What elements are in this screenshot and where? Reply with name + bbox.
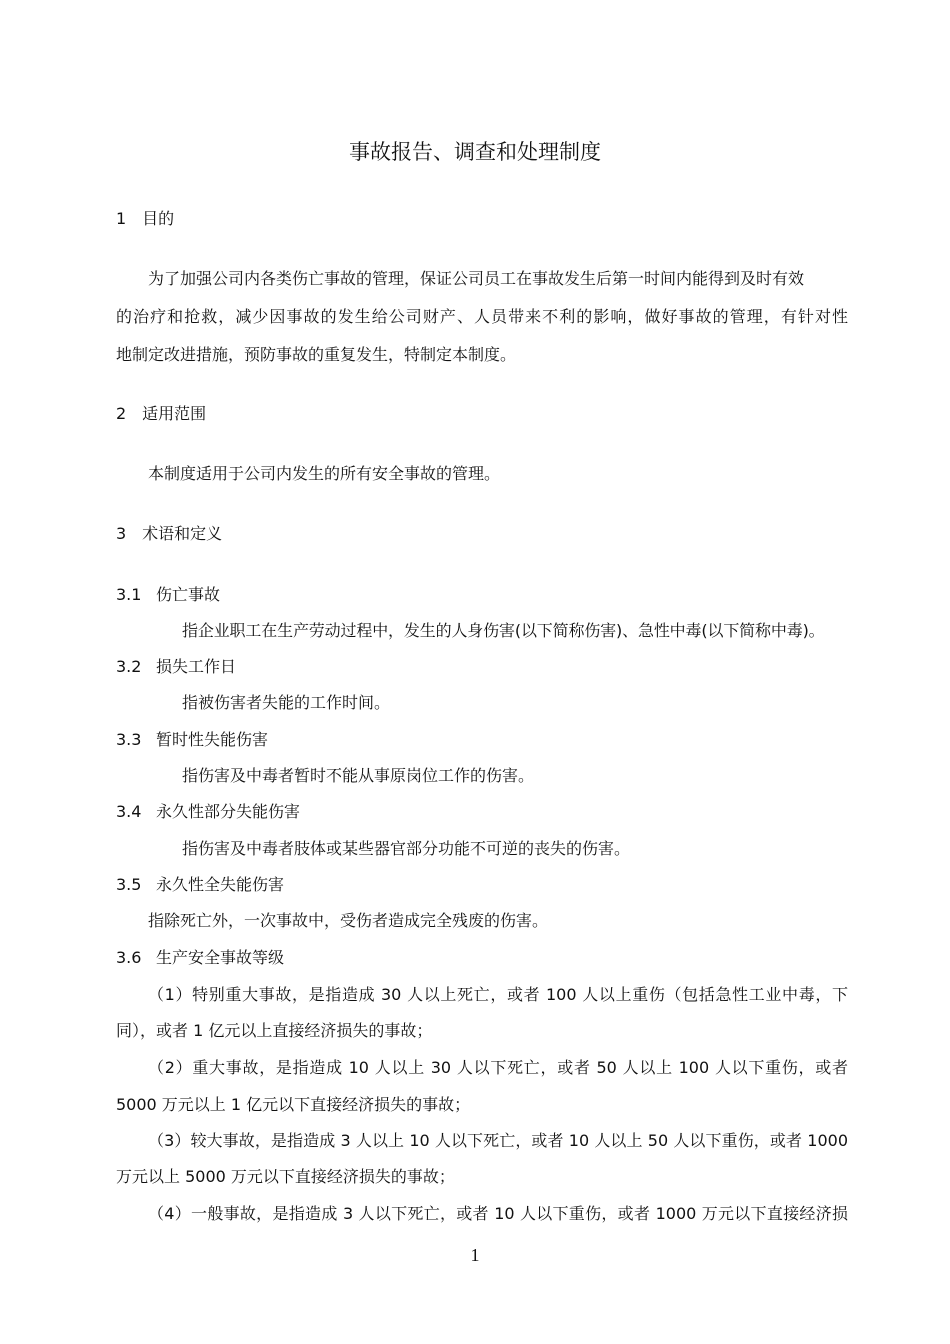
page-number: 1	[470, 1245, 480, 1265]
grade-item-line: （1）特别重大事故，是指造成 30 人以上死亡，或者 100 人以上重伤（包括急性工业中毒，下	[148, 985, 848, 1004]
definition-term: 永久性部分失能伤害	[156, 802, 301, 821]
document-title: 事故报告、调查和处理制度	[349, 140, 601, 164]
paragraph-line: 地制定改进措施，预防事故的重复发生，特制定本制度。	[116, 345, 517, 364]
definition-number: 3.2	[116, 657, 142, 676]
definition-term: 永久性全失能伤害	[156, 875, 285, 894]
definition-number: 3.6	[116, 948, 142, 967]
definition-number: 3.5	[116, 875, 142, 894]
definition-number: 3.4	[116, 802, 142, 821]
definition-text: 指伤害及中毒者暂时不能从事原岗位工作的伤害。	[182, 766, 535, 785]
definition-term: 暂时性失能伤害	[156, 730, 269, 749]
definition-term: 损失工作日	[156, 657, 237, 676]
definition-term: 生产安全事故等级	[156, 948, 285, 967]
definition-text: 指企业职工在生产劳动过程中，发生的人身伤害(以下简称伤害)、急性中毒(以下简称中毒)。	[182, 621, 825, 640]
definition-text: 指被伤害者失能的工作时间。	[182, 693, 391, 712]
grade-item-line: （2）重大事故，是指造成 10 人以上 30 人以下死亡，或者 50 人以上 100 人以下重伤，或者	[148, 1058, 848, 1077]
section-heading: 2 适用范围	[116, 404, 207, 423]
definition-text: 指伤害及中毒者肢体或某些器官部分功能不可逆的丧失的伤害。	[182, 839, 631, 858]
section-heading: 1 目的	[116, 209, 175, 228]
grade-item-line: 万元以上 5000 万元以下直接经济损失的事故；	[116, 1167, 455, 1186]
definition-number: 3.3	[116, 730, 142, 749]
paragraph-line: 为了加强公司内各类伤亡事故的管理，保证公司员工在事故发生后第一时间内能得到及时有效	[148, 269, 805, 288]
section-heading: 3 术语和定义	[116, 524, 223, 543]
grade-item-line: （4）一般事故，是指造成 3 人以下死亡，或者 10 人以下重伤，或者 1000 万元以下直接经济损	[148, 1204, 848, 1223]
definition-term: 伤亡事故	[156, 585, 221, 604]
grade-item-line: （3）较大事故，是指造成 3 人以上 10 人以下死亡，或者 10 人以上 50 人以下重伤，或者 1000	[148, 1131, 848, 1150]
paragraph-line: 的治疗和抢救，减少因事故的发生给公司财产、人员带来不利的影响，做好事故的管理，有针对性	[116, 307, 848, 326]
grade-item-line: 同），或者 1 亿元以上直接经济损失的事故；	[116, 1021, 433, 1040]
definition-text: 指除死亡外，一次事故中，受伤者造成完全残废的伤害。	[148, 911, 549, 930]
grade-item-line: 5000 万元以上 1 亿元以下直接经济损失的事故；	[116, 1095, 471, 1114]
definition-number: 3.1	[116, 585, 142, 604]
paragraph-line: 本制度适用于公司内发生的所有安全事故的管理。	[148, 464, 501, 483]
